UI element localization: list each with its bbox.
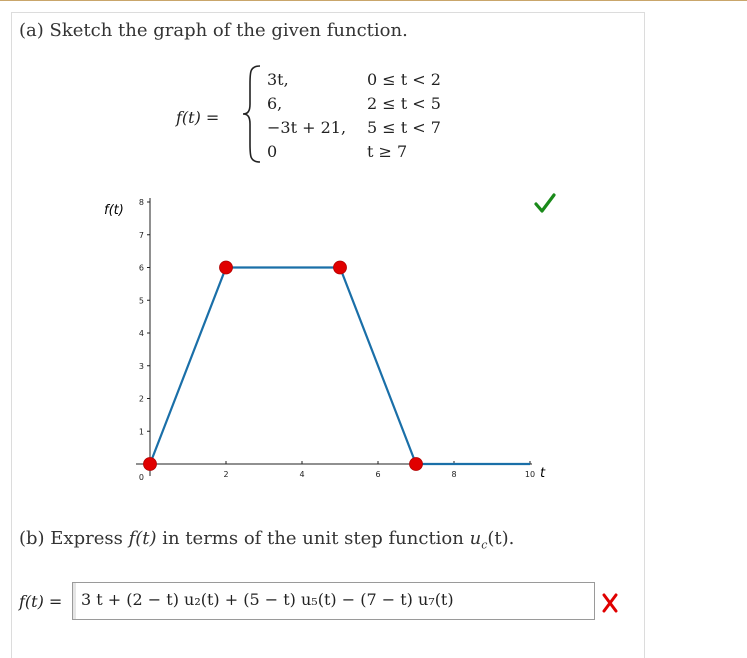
case-condition: 0 ≤ t < 2: [367, 69, 441, 89]
draggable-point[interactable]: [144, 458, 157, 471]
answer-label: f(t) =: [19, 591, 63, 611]
case-condition: 5 ≤ t < 7: [367, 117, 441, 137]
x-axis-label: t: [540, 466, 546, 481]
x-tick-label: 2: [223, 470, 229, 479]
x-tick-label: 10: [524, 470, 536, 479]
case-expr: 0: [267, 141, 278, 161]
case-expr: 3t,: [267, 69, 289, 89]
series-line: [150, 268, 530, 465]
function-label: f(t) =: [176, 108, 220, 127]
y-tick-label: 8: [138, 198, 144, 207]
points-group: [144, 261, 423, 471]
y-axis-ticks: [139, 198, 150, 482]
y-tick-label: 2: [138, 394, 144, 404]
y-tick-label: 0: [138, 473, 144, 482]
y-tick-label: 7: [138, 230, 144, 240]
y-tick-label: 6: [138, 263, 144, 273]
series-group: [150, 268, 530, 465]
draggable-point[interactable]: [220, 261, 233, 274]
part-a-question: (a) Sketch the graph of the given function.: [19, 20, 408, 41]
y-tick-label: 4: [138, 329, 144, 338]
y-tick-label: 5: [138, 296, 144, 306]
case-condition: t ≥ 7: [367, 141, 408, 161]
cross-icon: [600, 592, 620, 614]
case-condition: 2 ≤ t < 5: [367, 93, 441, 113]
case-expr: −3t + 21,: [267, 117, 347, 137]
draggable-point[interactable]: [334, 261, 347, 274]
part-b-question: (b) Express f(t) in terms of the unit step function $u_c(t)$.: [19, 528, 515, 552]
x-tick-label: 6: [375, 470, 381, 479]
x-tick-label: 8: [451, 470, 457, 479]
y-axis-label: f(t): [104, 203, 124, 218]
draggable-point[interactable]: [410, 458, 423, 471]
y-tick-label: 3: [138, 361, 144, 371]
answer-input[interactable]: 3 t + (2 − t) u₂(t) + (5 − t) u₅(t) − (7 − t) u₇(t): [72, 582, 595, 620]
case-expr: 6,: [267, 93, 283, 113]
x-tick-label: 4: [299, 470, 305, 479]
y-tick-label: 1: [138, 427, 144, 437]
